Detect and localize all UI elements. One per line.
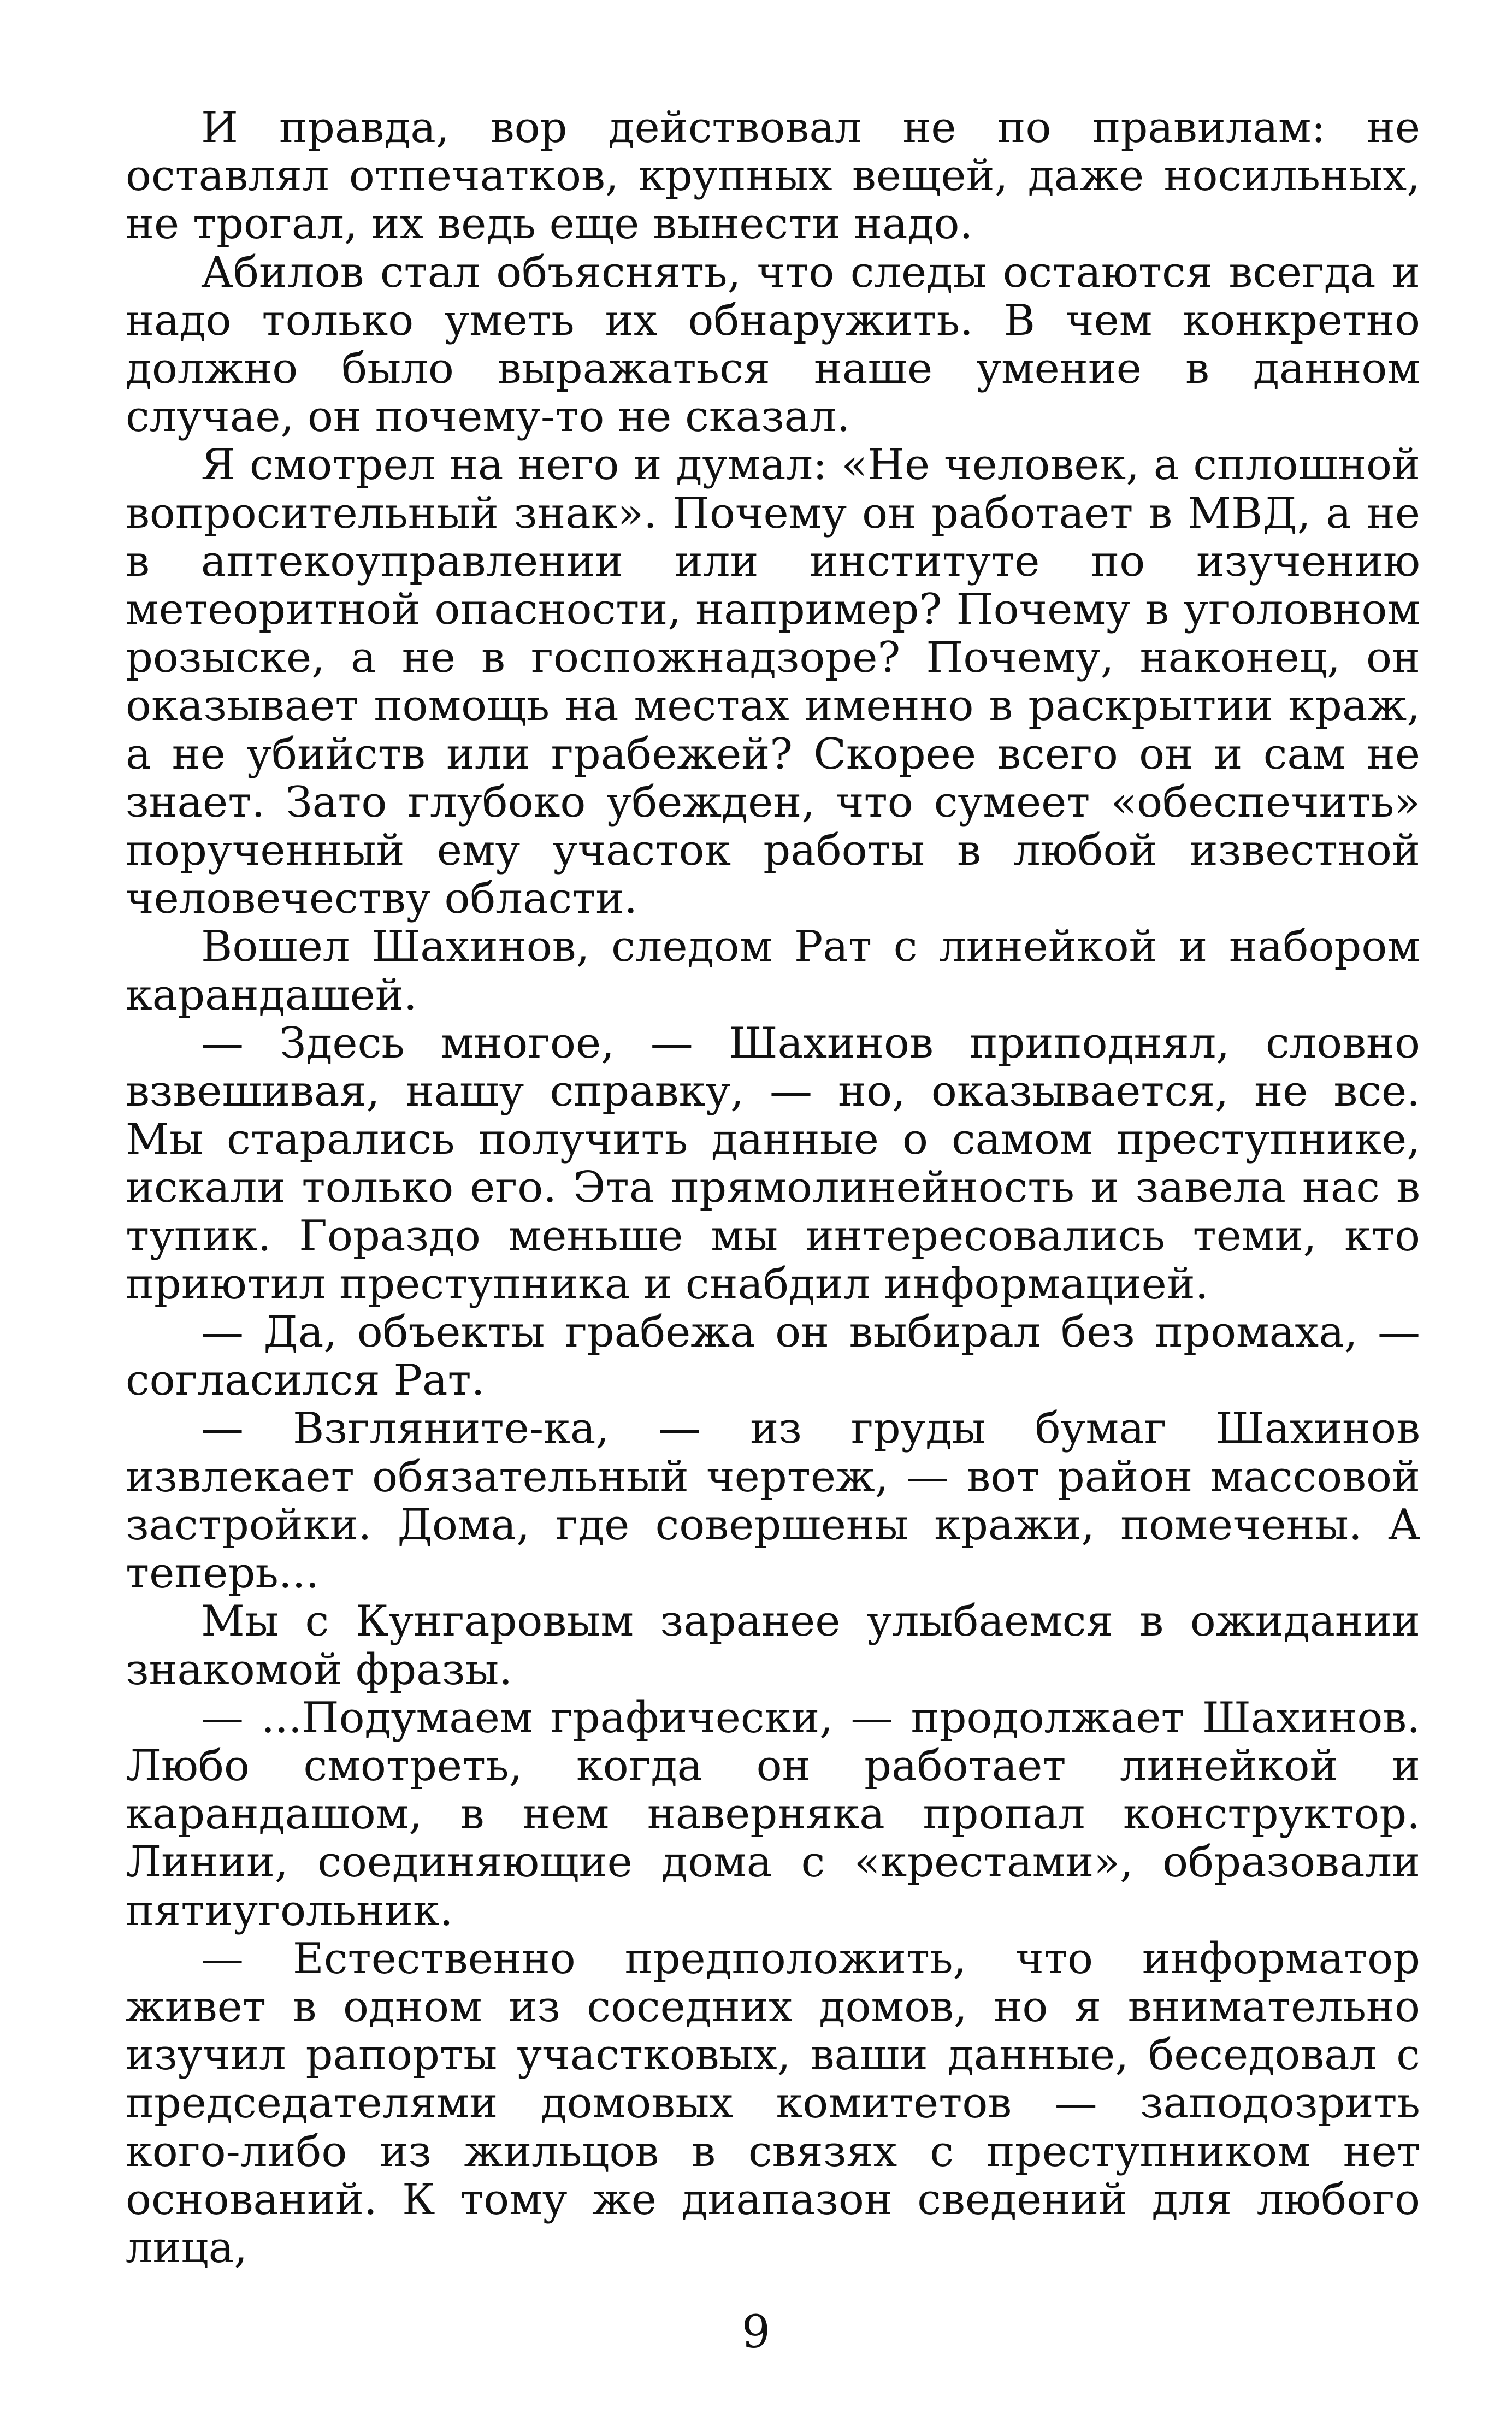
- page-number: 9: [741, 2306, 771, 2358]
- paragraph-1: И правда, вор действовал не по правилам: не оставлял отпечатков, крупных вещей, даже носильных, не трогал, их ведь еще вынести надо.: [126, 103, 1420, 249]
- paragraph-10: — Естественно предположить, что информатор живет в одном из соседних домов, но я внимательно изучил рапорты участковых, ваши данные, беседовал с председателями домовых комитетов — заподозрить кого-либо из жильцов в связях с преступником нет оснований. К тому же диапазон сведений для любого лица,: [126, 1934, 1420, 2273]
- page-text: [126, 104, 1420, 2272]
- paragraph-8: Мы с Кунгаровым заранее улыбаемся в ожидании знакомой фразы.: [126, 1597, 1420, 1695]
- paragraph-6: — Да, объекты грабежа он выбирал без промаха, — согласился Рат.: [126, 1308, 1420, 1406]
- paragraph-3: Я смотрел на него и думал: «Не человек, а сплошной вопросительный знак». Почему он работает в МВД, а не в аптекоуправлении или институте по изучению метеоритной опасности, например? Почему в уголовном розыске, а не в госпожнадзоре? Почему, наконец, он оказывает помощь на местах именно в раскрытии краж, а не убийств или грабежей? Скорее всего он и сам не знает. Зато глубоко убежден, что сумеет «обеспечить» порученный ему участок работы в любой известной человечеству области.: [126, 440, 1420, 924]
- paragraph-5: — Здесь многое, — Шахинов приподнял, словно взвешивая, нашу справку, — но, оказывается, не все. Мы старались получить данные о самом преступнике, искали только его. Эта прямолинейность и завела нас в тупик. Гораздо меньше мы интересовались теми, кто приютил преступника и снабдил информацией.: [126, 1018, 1420, 1309]
- paragraph-9: — ...Подумаем графически, — продолжает Шахинов. Любо смотреть, когда он работает линейкой и карандашом, в нем наверняка пропал конструктор. Линии, соединяющие дома с «крестами», образовали пятиугольник.: [126, 1693, 1420, 1935]
- paragraph-2: Абилов стал объяснять, что следы остаются всегда и надо только уметь их обнаружить. В чем конкретно должно было выражаться наше умение в данном случае, он почему-то не сказал.: [126, 247, 1420, 442]
- paragraph-4: Вошел Шахинов, следом Рат с линейкой и набором карандашей.: [126, 922, 1420, 1020]
- paragraph-7: — Взгляните-ка, — из груды бумаг Шахинов извлекает обязательный чертеж, — вот район массовой застройки. Дома, где совершены кражи, помечены. А теперь...: [126, 1404, 1420, 1598]
